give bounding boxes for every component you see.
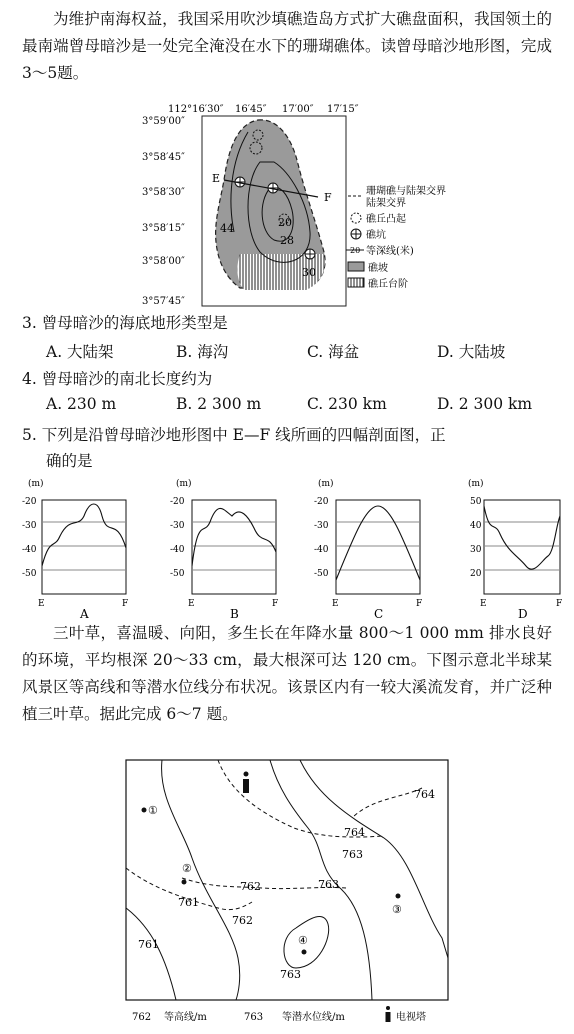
intro-paragraph-1: 为维护南海权益，我国采用吹沙填礁造岛方式扩大礁盘面积，我国领土的最南端曾母暗沙是一处完全淹没在水下的珊瑚礁体。读曾母暗沙地形图，完成3～5题。 xyxy=(22,10,552,82)
legend-boundary: 珊瑚礁与陆架交界 xyxy=(366,186,446,197)
label-762-b: 762 xyxy=(232,914,253,927)
profile-a-tick-2: -30 xyxy=(22,521,37,531)
profile-a-tick-4: -50 xyxy=(22,569,37,579)
profile-b-f: F xyxy=(272,599,279,609)
q3-option-a[interactable]: A. 大陆架 xyxy=(46,343,114,361)
profile-c-f: F xyxy=(416,599,423,609)
legend-water-num: 763 xyxy=(244,1012,264,1023)
q4-option-a[interactable]: A. 230 m xyxy=(46,395,117,413)
label-762-a: 762 xyxy=(240,880,261,893)
legend-mound: 礁丘凸起 xyxy=(366,214,406,225)
profile-d-tick-2: 40 xyxy=(470,521,482,531)
profile-a xyxy=(22,478,128,621)
contour-label-44: 44 xyxy=(220,222,234,235)
legend-sample-num: 20 xyxy=(350,246,361,255)
tv-tower-icon xyxy=(243,772,249,794)
profile-d-unit: (m) xyxy=(468,479,484,489)
point-1: ① xyxy=(148,804,158,817)
label-761-b: 761 xyxy=(138,938,159,951)
label-761-a: 761 xyxy=(178,896,199,909)
profile-b-e: E xyxy=(188,599,195,609)
profile-c xyxy=(314,478,422,621)
legend-contour: 等深线(米) xyxy=(366,246,414,257)
profile-b-unit: (m) xyxy=(176,479,192,489)
profile-d-tick-4: 20 xyxy=(470,569,482,579)
q3-option-c[interactable]: C. 海盆 xyxy=(307,343,360,361)
q4-option-c[interactable]: C. 230 km xyxy=(307,395,387,413)
q4-option-b[interactable]: B. 2 300 m xyxy=(176,395,262,413)
profile-c-label: C xyxy=(374,607,384,621)
q4-stem: 4. 曾母暗沙的南北长度约为 xyxy=(22,370,213,388)
lat-label-4: 3°58′15″ xyxy=(142,223,185,234)
profile-c-unit: (m) xyxy=(318,479,334,489)
point-3: ③ xyxy=(392,903,402,916)
lat-label-6: 3°57′45″ xyxy=(142,296,185,307)
legend-contour-num: 762 xyxy=(132,1012,152,1023)
contour-label-20: 20 xyxy=(278,216,292,229)
legend-tower-icon xyxy=(386,1006,391,1022)
label-763-a: 763 xyxy=(342,848,363,861)
label-763-c: 763 xyxy=(280,968,301,981)
label-763-b: 763 xyxy=(318,878,339,891)
profile-b-tick-1: -20 xyxy=(170,497,185,507)
profile-b xyxy=(170,478,278,621)
lat-label-3: 3°58′30″ xyxy=(142,187,185,198)
legend-water: 等潜水位线/m xyxy=(282,1012,345,1023)
profile-d-line xyxy=(484,506,560,569)
profile-a-e: E xyxy=(38,599,45,609)
profile-c-tick-4: -50 xyxy=(314,569,329,579)
legend-tower: 电视塔 xyxy=(396,1012,426,1023)
profile-a-label: A xyxy=(80,607,89,621)
profile-c-tick-1: -20 xyxy=(314,497,329,507)
legend-contour: 等高线/m xyxy=(164,1012,207,1023)
profile-a-tick-1: -20 xyxy=(22,497,37,507)
q3-stem: 3. 曾母暗沙的海底地形类型是 xyxy=(22,314,228,332)
profile-charts xyxy=(18,476,568,622)
profile-b-tick-4: -50 xyxy=(170,569,185,579)
profile-c-tick-2: -30 xyxy=(314,521,329,531)
point-f-label: F xyxy=(324,191,332,204)
profile-d-f: F xyxy=(556,599,563,609)
legend-pit: 礁坑 xyxy=(366,230,386,241)
label-764-b: 764 xyxy=(344,826,365,839)
profile-d-label: D xyxy=(518,607,528,621)
profile-c-tick-3: -40 xyxy=(314,545,329,555)
profile-c-line xyxy=(336,506,420,580)
profile-b-label: B xyxy=(230,607,239,621)
profile-a-f: F xyxy=(122,599,129,609)
q4-option-d[interactable]: D. 2 300 km xyxy=(437,395,533,413)
profile-c-e: E xyxy=(332,599,339,609)
profile-d xyxy=(468,478,562,621)
legend-terrace: 礁丘台阶 xyxy=(368,279,408,290)
contour-label-28: 28 xyxy=(280,234,294,247)
profile-a-unit: (m) xyxy=(28,479,44,489)
point-e-label: E xyxy=(212,172,221,185)
profile-b-line xyxy=(192,508,276,566)
scenic-area-map xyxy=(122,758,452,1028)
lat-label-1: 3°59′00″ xyxy=(142,116,185,127)
legend-boundary-2: 陆架交界 xyxy=(366,198,406,209)
lon-label-1: 112°16′30″ xyxy=(168,104,224,115)
profile-a-line xyxy=(42,504,126,566)
profile-a-tick-3: -40 xyxy=(22,545,37,555)
profile-d-tick-1: 50 xyxy=(470,497,482,507)
q5-stem-line1: 5. 下列是沿曾母暗沙地形图中 E—F 线所画的四幅剖面图，正 xyxy=(22,426,446,444)
q3-option-d[interactable]: D. 大陆坡 xyxy=(437,343,506,361)
point-4: ④ xyxy=(298,934,308,947)
point-2: ② xyxy=(182,862,192,875)
profile-b-tick-2: -30 xyxy=(170,521,185,531)
q5-stem-line2: 确的是 xyxy=(46,452,93,470)
profile-d-tick-3: 30 xyxy=(470,545,482,555)
label-764-a: 764 xyxy=(414,788,435,801)
q3-option-b[interactable]: B. 海沟 xyxy=(176,343,229,361)
legend-slope: 礁坡 xyxy=(368,263,388,274)
lon-label-3: 17′00″ xyxy=(282,104,314,115)
lat-label-5: 3°58′00″ xyxy=(142,256,185,267)
lon-label-2: 16′45″ xyxy=(235,104,267,115)
zengmu-ansha-map xyxy=(140,102,450,310)
contour-label-30: 30 xyxy=(302,266,316,279)
profile-b-tick-3: -40 xyxy=(170,545,185,555)
lat-label-2: 3°58′45″ xyxy=(142,152,185,163)
lon-label-4: 17′15″ xyxy=(327,104,359,115)
intro-paragraph-2: 三叶草，喜温暖、向阳，多生长在年降水量 800～1 000 mm 排水良好的环境，平均根深 20～33 cm，最大根深可达 120 cm。下图示意北半球某风景区等高线和等潜水位线分布状况。该景区内有一较大溪流发育，并广泛种植三叶草。据此完成 6～7 题。 xyxy=(22,624,552,723)
profile-d-e: E xyxy=(480,599,487,609)
